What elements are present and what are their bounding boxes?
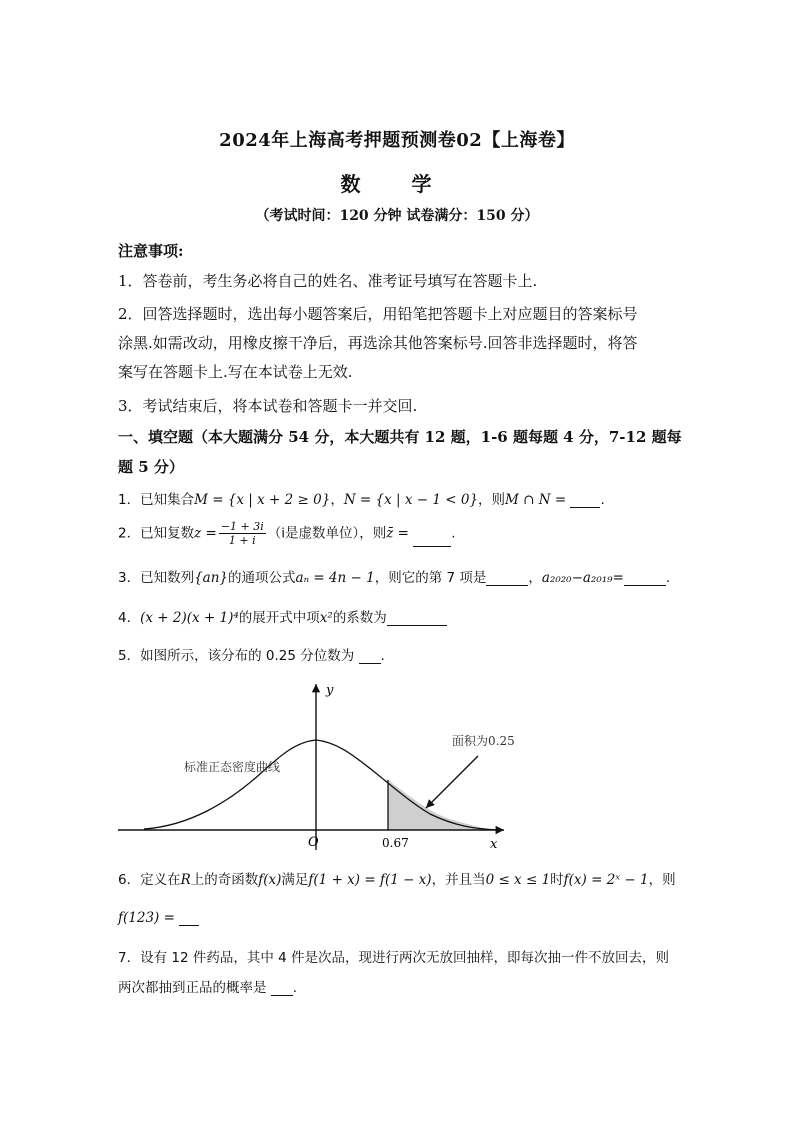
q3-sep: ， — [528, 570, 542, 586]
q2-end: . — [451, 525, 456, 542]
q2-mid: （i是虚数单位），则 — [267, 525, 387, 542]
question-3 — [118, 566, 678, 586]
q7-end: . — [292, 980, 298, 996]
q4-term: x² — [319, 610, 333, 626]
q6-ask: ，则 — [648, 872, 676, 888]
notice-item-2: 2．回答选择题时，选出每小题答案后，用铅笔把答题卡上对应题目的答案标号 — [118, 305, 638, 323]
q4-mid: 的展开式中项 — [238, 610, 320, 626]
section-heading: 一、填空题（本大题满分 54 分，本大题共有 12 题，1-6 题每题 4 分，7-12 题每 — [118, 428, 682, 446]
shaded-area-region — [388, 780, 493, 830]
x-mark-label: 0.67 — [382, 836, 409, 850]
curve-label: 标准正态密度曲线 — [184, 760, 281, 774]
q6-expr: f(123) = — [118, 910, 175, 926]
q5-answer-blank[interactable] — [359, 649, 381, 664]
q4-answer-blank[interactable] — [387, 611, 447, 626]
area-pointer-arrow — [426, 756, 478, 808]
exam-title: 2024年上海高考押题预测卷02【上海卷】 — [219, 130, 575, 151]
q6-def: f(x) = 2ˣ − 1 — [563, 872, 649, 888]
notice-item-1: 1．答卷前，考生务必将自己的姓名、准考证号填写在答题卡上. — [118, 272, 538, 290]
q1-answer-blank[interactable] — [570, 493, 600, 508]
subject-title: 数 学 — [340, 172, 454, 196]
notice-item-2-end: 案写在答题卡上.写在本试卷上无效. — [118, 363, 353, 381]
notice-item-2-cont: 涂黑.如需改动，用橡皮擦干净后，再选涂其他答案标号.回答非选择题时，将答 — [118, 334, 638, 352]
section-heading-cont: 题 5 分） — [118, 458, 184, 476]
question-1 — [118, 488, 678, 508]
q1-end: . — [600, 492, 605, 508]
q3-mid: 的通项公式 — [228, 570, 296, 586]
q3-ask: ，则它的第 7 项是 — [374, 570, 487, 586]
question-6-cont — [118, 910, 678, 926]
q3-formula: aₙ = 4n − 1 — [295, 570, 375, 586]
origin-label: O — [308, 835, 319, 850]
q5-end: . — [380, 648, 385, 664]
q7-answer-blank[interactable] — [271, 981, 293, 996]
q5-text: 5．如图所示，该分布的 0.25 分位数为 — [118, 648, 355, 664]
q3-seq: {an} — [194, 570, 229, 586]
q2-expr: z̄ = — [386, 525, 409, 542]
q6-domain: R — [180, 872, 191, 888]
q4-prefix: 4． — [118, 610, 141, 626]
q1-sep: ， — [330, 492, 344, 508]
y-axis-label: y — [326, 683, 334, 698]
question-7: 7．设有 12 件药品，其中 4 件是次品，现进行两次无放回抽样，即每次抽一件不放回去，则 — [118, 950, 670, 966]
q2-prefix: 2．已知复数 — [118, 525, 195, 542]
q6-range: 0 ≤ x ≤ 1 — [485, 872, 551, 888]
question-5 — [118, 644, 678, 664]
q3-answer-blank-1[interactable] — [486, 571, 528, 586]
q1-prefix: 1．已知集合 — [118, 492, 195, 508]
q3-end: . — [665, 570, 671, 586]
q3-answer-blank-2[interactable] — [624, 571, 666, 586]
question-7-cont — [118, 976, 678, 996]
q6-mid: 上的奇函数 — [190, 872, 259, 888]
q2-denominator: 1 + i — [228, 534, 256, 547]
q2-lhs: z = — [194, 525, 217, 542]
question-2 — [118, 520, 678, 547]
q6-mid2: ，并且当 — [431, 872, 486, 888]
normal-distribution-figure — [110, 676, 530, 854]
notice-heading: 注意事项: — [118, 242, 184, 260]
q4-expr: (x + 2)(x + 1)⁴ — [140, 610, 239, 626]
q1-expr: M ∩ N = — [505, 492, 567, 508]
q1-set-m: M = {x | x + 2 ≥ 0} — [194, 492, 331, 508]
q6-cond: f(1 + x) = f(1 − x) — [308, 872, 432, 888]
q6-func: f(x) — [258, 872, 282, 888]
q6-answer-blank[interactable] — [179, 911, 199, 926]
q3-prefix: 3．已知数列 — [118, 570, 195, 586]
q3-expr: a₂₀₂₀−a₂₀₁₉= — [541, 570, 624, 586]
q2-numerator: −1 + 3i — [220, 520, 264, 533]
x-axis-label: x — [490, 837, 498, 852]
q1-ask: ，则 — [478, 492, 506, 508]
q6-cond-text: 满足 — [281, 872, 309, 888]
q4-ask: 的系数为 — [332, 610, 387, 626]
exam-info: （考试时间：120 分钟 试卷满分：150 分） — [255, 208, 539, 224]
q6-prefix: 6．定义在 — [118, 872, 181, 888]
notice-item-3: 3．考试结束后，将本试卷和答题卡一并交回. — [118, 397, 418, 415]
q6-when: 时 — [550, 872, 564, 888]
q2-fraction — [219, 520, 266, 547]
area-label: 面积为0.25 — [452, 734, 515, 748]
q2-answer-blank[interactable] — [413, 532, 451, 547]
density-curve — [144, 740, 498, 830]
q1-set-n: N = {x | x − 1 < 0} — [343, 492, 479, 508]
question-6 — [118, 868, 678, 888]
question-4 — [118, 606, 678, 626]
q7-line2: 两次都抽到正品的概率是 — [118, 980, 267, 996]
